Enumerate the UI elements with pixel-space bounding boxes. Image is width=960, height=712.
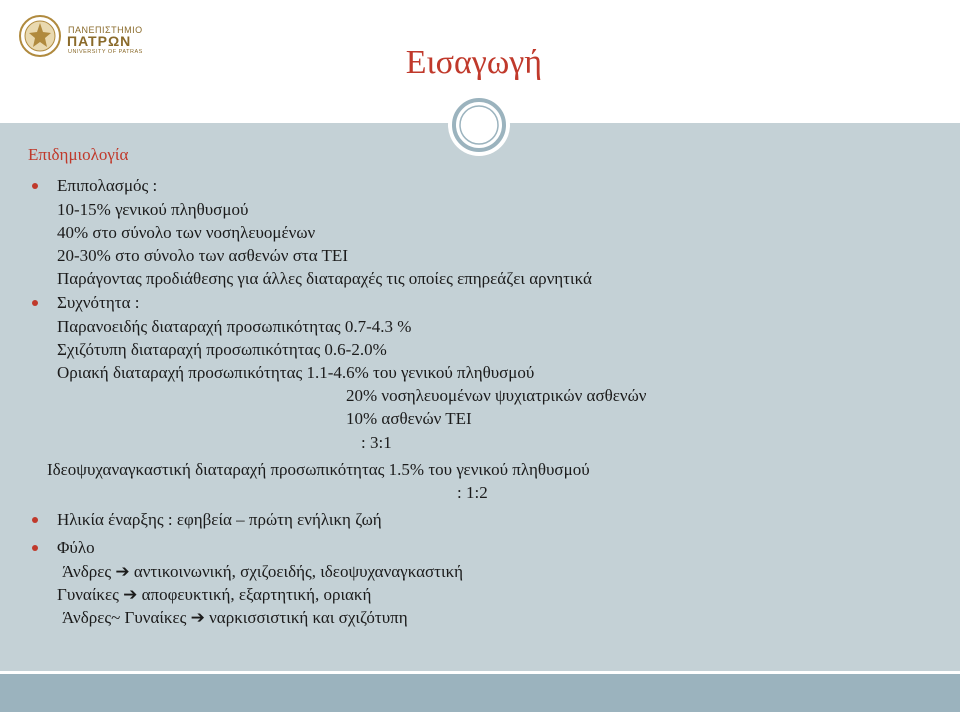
arrow-right-icon: ➔ xyxy=(190,608,205,628)
ocd-ratio: : 1:2 xyxy=(457,483,488,502)
borderline-subline: 10% ασθενών ΤΕΙ xyxy=(346,409,472,428)
onset-line: Ηλικία έναρξης : εφηβεία – πρώτη ενήλικη ζωή xyxy=(57,510,382,529)
frequency-label: Συχνότητα : xyxy=(57,293,140,312)
arrow-right-icon: ➔ xyxy=(123,585,138,605)
logo-text-line3: UNIVERSITY OF PATRAS xyxy=(68,49,143,55)
sex-row-left: Άνδρες~ Γυναίκες xyxy=(62,608,187,627)
decorative-ring-icon xyxy=(446,92,512,158)
sex-row xyxy=(62,607,408,629)
logo-text-line1: ΠΑΝΕΠΙΣΤΗΜΙΟ xyxy=(68,25,143,35)
sex-label: Φύλο xyxy=(57,538,95,557)
frequency-line: Σχιζότυπη διαταραχή προσωπικότητας 0.6-2.0% xyxy=(57,340,387,359)
logo-text-line2: ΠΑΤΡΩΝ xyxy=(67,33,132,49)
prevalence-line: 20-30% στο σύνολο των ασθενών στα ΤΕΙ xyxy=(57,246,348,265)
borderline-ratio: : 3:1 xyxy=(361,433,392,452)
prevalence-line: Παράγοντας προδιάθεσης για άλλες διαταραχές τις οποίες επηρεάζει αρνητικά xyxy=(57,269,592,288)
frequency-line: Οριακή διαταραχή προσωπικότητας 1.1-4.6% του γενικού πληθυσμού xyxy=(57,363,535,382)
sex-row-left: Γυναίκες xyxy=(57,585,119,604)
sex-row-right: αποφευκτική, εξαρτητική, οριακή xyxy=(141,585,372,604)
prevalence-line: 40% στο σύνολο των νοσηλευομένων xyxy=(57,223,316,242)
sex-row xyxy=(57,584,371,606)
prevalence-line: 10-15% γενικού πληθυσμού xyxy=(57,200,249,219)
slide-title: Εισαγωγή xyxy=(405,44,542,81)
sex-row-left: Άνδρες xyxy=(62,562,112,581)
sex-row xyxy=(62,561,463,583)
footer-band xyxy=(0,674,960,712)
ocd-line: Ιδεοψυχαναγκαστική διαταραχή προσωπικότητας 1.5% του γενικού πληθυσμού xyxy=(47,460,590,479)
sex-row-right: ναρκισσιστική και σχιζότυπη xyxy=(209,608,408,627)
section-heading: Επιδημιολογία xyxy=(28,145,129,164)
prevalence-label: Επιπολασμός : xyxy=(57,176,158,195)
frequency-line: Παρανοειδής διαταραχή προσωπικότητας 0.7-4.3 % xyxy=(57,317,412,336)
borderline-subline: 20% νοσηλευομένων ψυχιατρικών ασθενών xyxy=(346,386,647,405)
sex-row-right: αντικοινωνική, σχιζοειδής, ιδεοψυχαναγκαστική xyxy=(133,562,464,581)
arrow-right-icon: ➔ xyxy=(115,562,130,582)
